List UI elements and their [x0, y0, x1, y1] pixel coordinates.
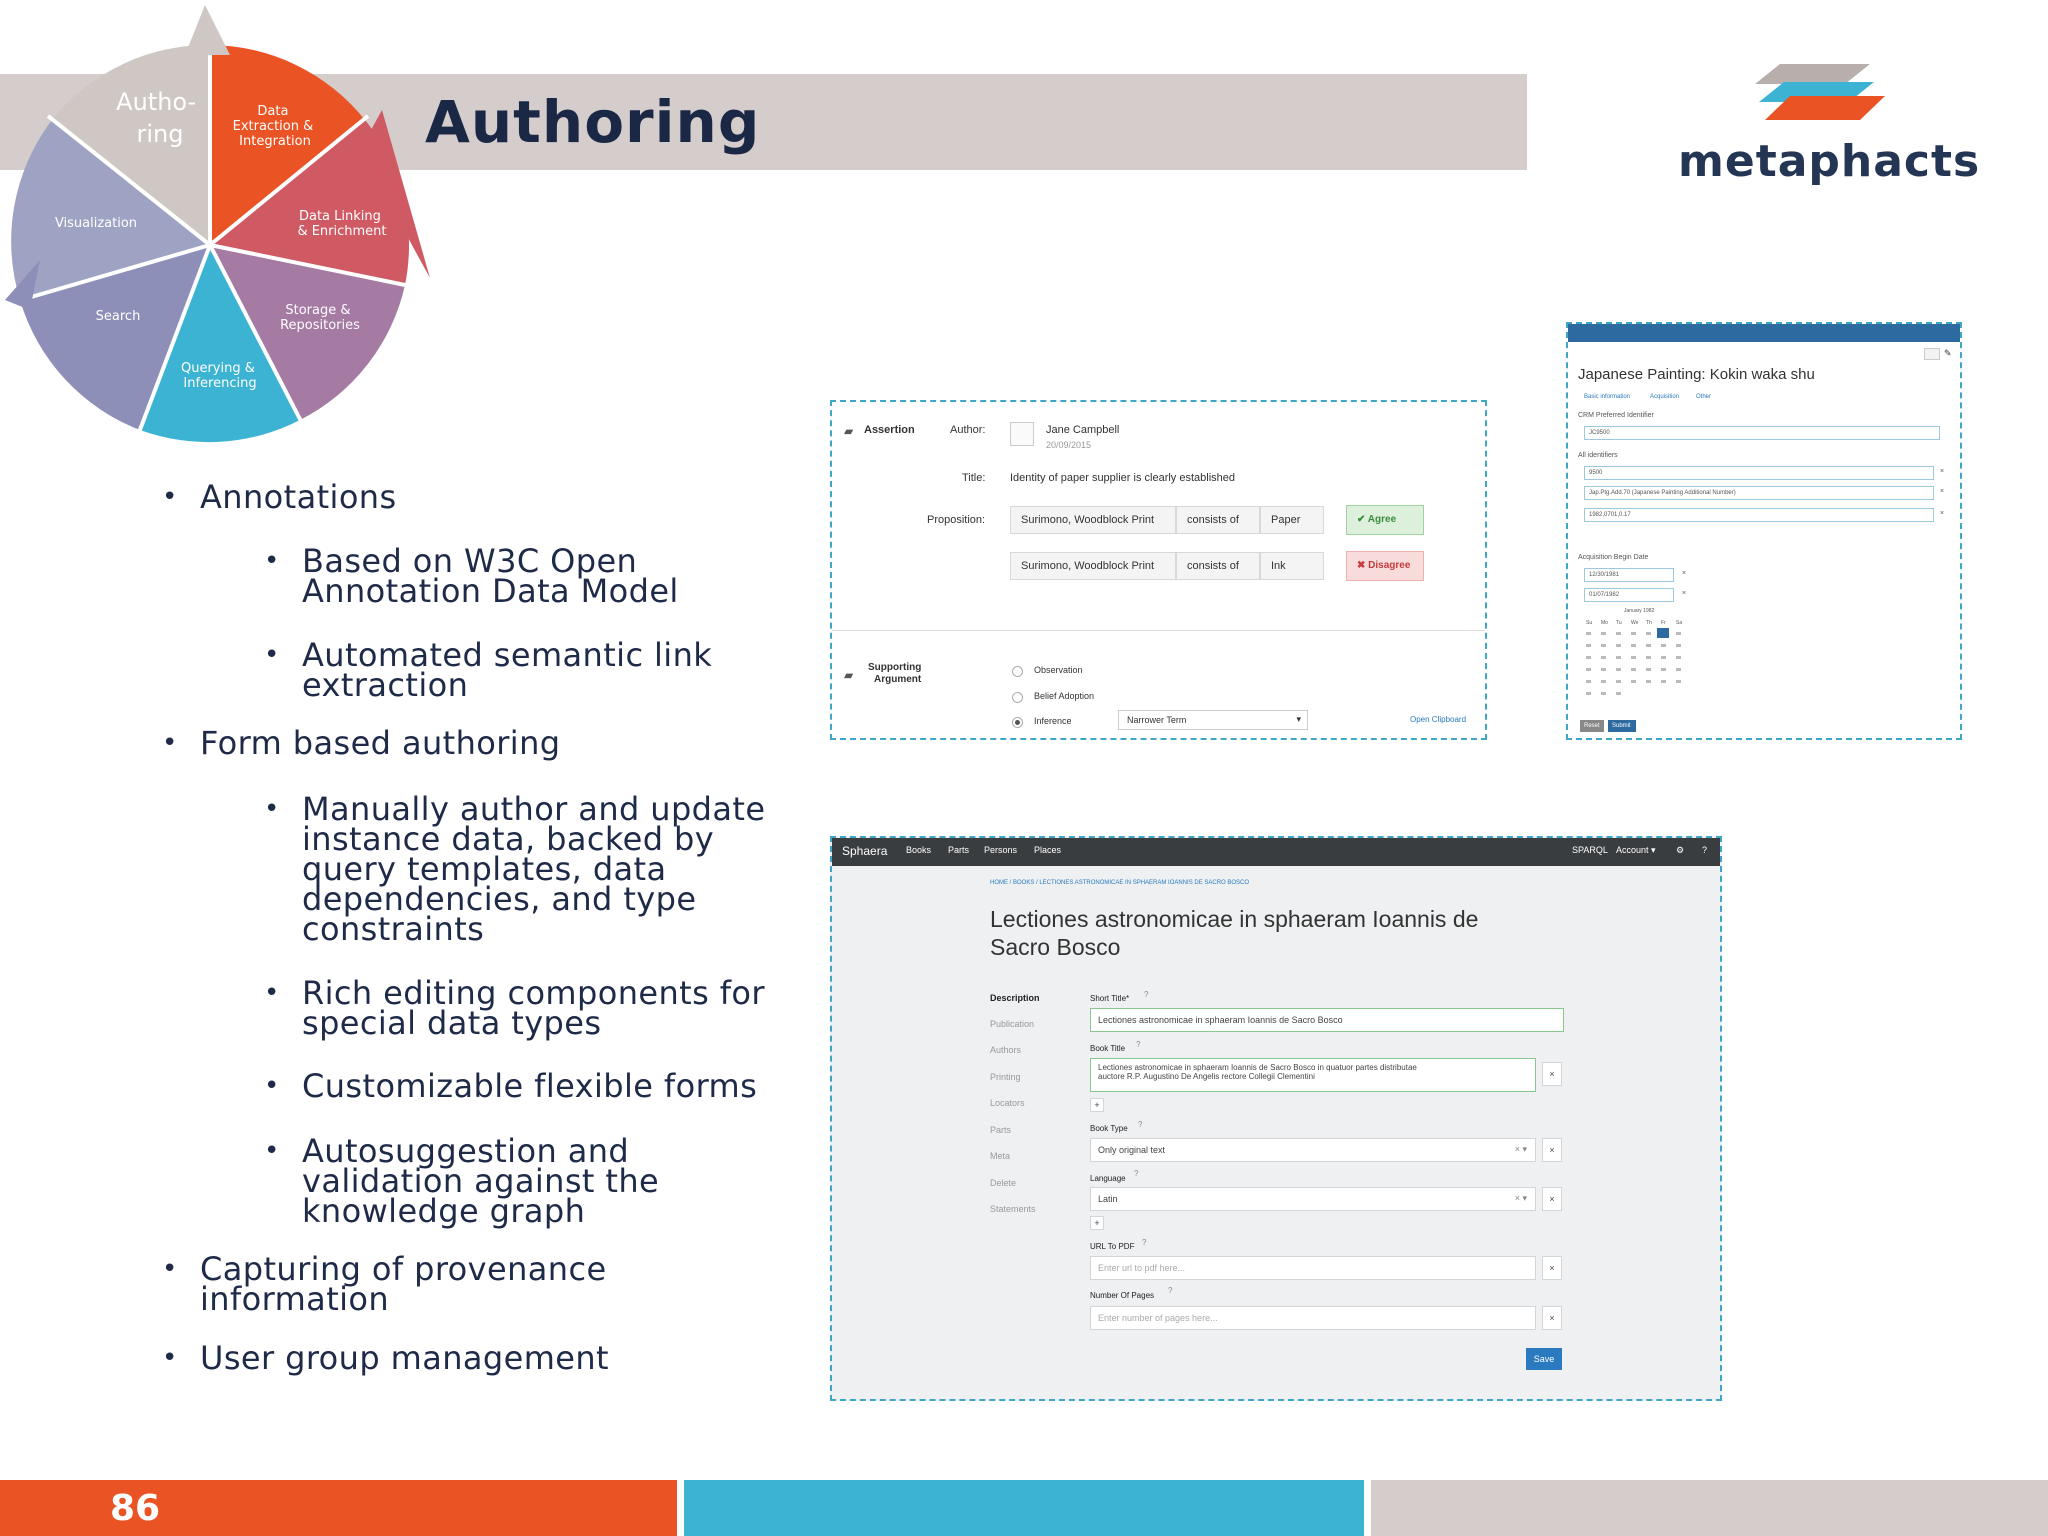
acquisition-date-field[interactable]: 01/07/1982	[1584, 588, 1674, 602]
proposition-predicate[interactable]: consists of	[1176, 506, 1260, 534]
clear-chevron-icon[interactable]: × ▾	[1514, 1144, 1527, 1154]
identifier-field[interactable]: 1982,0701,0.17	[1584, 508, 1934, 522]
remove-icon[interactable]: ×	[1940, 468, 1945, 475]
tab-basic-info[interactable]: Basic information	[1584, 394, 1631, 400]
nav-parts[interactable]: Parts	[948, 845, 970, 855]
option-observation: Observation	[1034, 665, 1083, 675]
comment-icon: ▰	[844, 424, 854, 438]
footer-bar-blue	[684, 1480, 1364, 1536]
open-clipboard-link[interactable]: Open Clipboard	[1410, 715, 1467, 724]
comments-icon: ▰	[844, 668, 854, 682]
nav-books[interactable]: Books	[906, 845, 932, 855]
help-icon: ?	[1136, 1040, 1141, 1049]
pages-input[interactable]: Enter number of pages here...	[1090, 1306, 1536, 1330]
help-icon: ?	[1168, 1286, 1173, 1295]
supporting-argument-label: Supporting	[868, 662, 922, 673]
language-select[interactable]: Latin × ▾	[1090, 1187, 1536, 1211]
sidebar-item-delete[interactable]: Delete	[990, 1178, 1017, 1188]
help-icon[interactable]: ?	[1702, 845, 1708, 855]
wheel-label-querying: Querying & Inferencing	[180, 361, 257, 391]
gear-icon[interactable]: ⚙	[1676, 845, 1685, 855]
avatar	[1010, 422, 1034, 446]
metaphacts-logo	[1660, 48, 1981, 188]
tab-other[interactable]: Other	[1696, 394, 1712, 400]
title-value: Identity of paper supplier is clearly established	[1010, 472, 1236, 484]
submit-button[interactable]: Submit	[1608, 720, 1636, 732]
disagree-button[interactable]: ✖ Disagree	[1346, 551, 1424, 581]
proposition-object[interactable]: Ink	[1260, 552, 1324, 580]
author-label: Author:	[950, 424, 986, 436]
book-heading-line1: Lectiones astronomicae in sphaeram Ioannis de	[990, 906, 1479, 932]
sub-bullet-rich-editing: • Rich editing components for special data types	[264, 974, 765, 1042]
sub-bullet-autosuggestion: • Autosuggestion and validation against the knowledge graph	[264, 1132, 660, 1230]
sidebar-item-printing[interactable]: Printing	[990, 1072, 1021, 1082]
chevron-down-icon: ▾	[1296, 714, 1301, 724]
weekday-label: Tu	[1616, 620, 1622, 626]
sidebar-item-description[interactable]: Description	[990, 993, 1040, 1003]
sub-bullet-custom-forms: • Customizable flexible forms	[264, 1067, 758, 1105]
proposition-predicate[interactable]: consists of	[1176, 552, 1260, 580]
preferred-id-field[interactable]: JC9500	[1584, 426, 1940, 440]
remove-icon[interactable]: ×	[1682, 570, 1687, 577]
sphaera-screenshot	[830, 836, 1722, 1401]
nav-places[interactable]: Places	[1034, 845, 1062, 855]
sidebar-item-parts[interactable]: Parts	[990, 1125, 1012, 1135]
sidebar-item-locators[interactable]: Locators	[990, 1098, 1025, 1108]
bullet-dot: •	[264, 978, 280, 1008]
pages-label: Number Of Pages	[1090, 1291, 1155, 1300]
bullet-dot: •	[162, 1343, 178, 1373]
save-button[interactable]: Save	[1526, 1348, 1562, 1370]
bullet-dot: •	[264, 640, 280, 670]
section-divider	[832, 630, 1485, 631]
supporting-argument-label: Argument	[874, 674, 922, 685]
bullet-form-authoring: • Form based authoring	[162, 724, 561, 762]
bullet-dot: •	[162, 728, 178, 758]
tab-acquisition[interactable]: Acquisition	[1650, 394, 1680, 400]
wheel-label-linking: Data Linking & Enrichment	[297, 209, 387, 239]
bullet-dot: •	[162, 1254, 178, 1284]
date-picker[interactable]	[1584, 606, 1688, 698]
sphaera-navbar	[832, 838, 1720, 866]
slide-title: Authoring	[425, 88, 761, 156]
assertion-screenshot	[830, 400, 1487, 740]
sub-bullet-link-extraction: • Automated semantic link extraction	[264, 636, 713, 704]
weekday-label: Sa	[1676, 620, 1683, 626]
identifier-field[interactable]: Jap.Ptg.Add.70 (Japanese Painting Additional Number)	[1584, 486, 1934, 500]
book-type-label: Book Type	[1090, 1124, 1128, 1133]
author-name: Jane Campbell	[1046, 424, 1120, 436]
option-belief-adoption: Belief Adoption	[1034, 691, 1095, 701]
sidebar-item-statements[interactable]: Statements	[990, 1204, 1036, 1214]
pdf-url-label: URL To PDF	[1090, 1242, 1135, 1251]
proposition-subject[interactable]: Surimono, Woodblock Print	[1010, 506, 1176, 534]
sidebar-item-authors[interactable]: Authors	[990, 1045, 1022, 1055]
weekday-label: We	[1631, 620, 1639, 626]
all-ids-label: All identifiers	[1578, 452, 1618, 459]
sub-bullet-manual-author: • Manually author and update instance data, backed by query templates, data dependencies, and type constraints	[264, 790, 766, 948]
proposition-label: Proposition:	[927, 514, 986, 526]
calendar-month: January 1982	[1624, 608, 1655, 614]
breadcrumb[interactable]: HOME / BOOKS / LECTIONES ASTRONOMICAE IN SPHAERAM IOANNIS DE SACRO BOSCO	[990, 880, 1250, 886]
footer-bar-orange	[0, 1480, 677, 1536]
add-button[interactable]: +	[1090, 1216, 1104, 1230]
remove-icon[interactable]: ×	[1940, 510, 1945, 517]
help-icon: ?	[1142, 1238, 1147, 1247]
nav-sparql[interactable]: SPARQL	[1572, 845, 1608, 855]
remove-button[interactable]: ×	[1542, 1256, 1562, 1280]
weekday-label: Fr	[1661, 620, 1666, 626]
remove-icon[interactable]: ×	[1940, 488, 1945, 495]
sub-bullet-w3c: • Based on W3C Open Annotation Data Model	[264, 542, 679, 610]
proposition-subject[interactable]: Surimono, Woodblock Print	[1010, 552, 1176, 580]
acquisition-date-label: Acquisition Begin Date	[1578, 554, 1649, 561]
agree-button[interactable]: ✔ Agree	[1346, 505, 1424, 535]
footer-bar-grey	[1371, 1480, 2048, 1536]
radio-observation[interactable]	[1012, 666, 1023, 677]
bullet-dot: •	[264, 794, 280, 824]
painting-form-screenshot	[1566, 322, 1962, 740]
book-heading-line2: Sacro Bosco	[990, 934, 1121, 960]
pdf-url-input[interactable]: Enter url to pdf here...	[1090, 1256, 1536, 1280]
book-title-label: Book Title	[1090, 1044, 1126, 1053]
metaphacts-logo-mark	[1750, 54, 1890, 124]
bullet-dot: •	[264, 546, 280, 576]
assertion-date: 20/09/2015	[1046, 440, 1092, 450]
wheel-label-authoring: Autho- ring	[116, 88, 197, 148]
weekday-label: Su	[1586, 620, 1593, 626]
bullet-annotations: • Annotations	[162, 478, 397, 516]
add-button[interactable]: +	[1090, 1098, 1104, 1112]
weekday-label: Mo	[1601, 620, 1608, 626]
inference-select[interactable]: Narrower Term ▾	[1118, 710, 1308, 730]
preferred-id-label: CRM Preferred Identifier	[1578, 412, 1654, 419]
title-label: Title:	[962, 472, 986, 484]
assertion-heading: Assertion	[864, 424, 915, 436]
form-title: Japanese Painting: Kokin waka shu	[1578, 366, 1815, 383]
radio-belief-adoption[interactable]	[1012, 692, 1023, 703]
sidebar-item-publication[interactable]: Publication	[990, 1019, 1035, 1029]
sphaera-brand[interactable]: Sphaera	[842, 844, 888, 858]
identifier-field[interactable]: 9500	[1584, 466, 1934, 480]
remove-button[interactable]: ×	[1542, 1062, 1562, 1086]
bullet-dot: •	[264, 1136, 280, 1166]
nav-account[interactable]: Account ▾	[1616, 845, 1656, 855]
logo-wordmark: metaphacts	[1678, 136, 1981, 187]
option-inference: Inference	[1034, 716, 1072, 726]
short-title-input[interactable]: Lectiones astronomicae in sphaeram Ioannis de Sacro Bosco	[1090, 1008, 1564, 1032]
short-title-label: Short Title*	[1090, 994, 1130, 1003]
clear-chevron-icon[interactable]: × ▾	[1514, 1193, 1527, 1203]
bullet-user-groups: • User group management	[162, 1339, 609, 1377]
bullet-provenance: • Capturing of provenance information	[162, 1250, 607, 1318]
weekday-label: Th	[1646, 620, 1652, 626]
help-icon: ?	[1134, 1169, 1139, 1178]
star-button[interactable]	[1924, 348, 1940, 360]
wheel-label-storage: Storage & Repositories	[280, 303, 360, 333]
reset-button[interactable]: Reset	[1580, 720, 1604, 732]
wheel-label-extraction: Data Extraction & Integration	[232, 104, 314, 149]
sidebar-item-meta[interactable]: Meta	[990, 1151, 1011, 1161]
page-number: 86	[110, 1488, 161, 1529]
app-topbar	[1568, 324, 1960, 342]
book-type-select[interactable]: Only original text × ▾	[1090, 1138, 1536, 1162]
bullet-dot: •	[162, 482, 178, 512]
bullet-dot: •	[264, 1071, 280, 1101]
proposition-object[interactable]: Paper	[1260, 506, 1324, 534]
remove-button[interactable]: ×	[1542, 1187, 1562, 1211]
bullet-list	[0, 0, 800, 1420]
wheel-label-visualization: Visualization	[54, 216, 138, 231]
wheel-label-search: Search	[95, 309, 141, 324]
acquisition-date-field[interactable]: 12/30/1981	[1584, 568, 1674, 582]
remove-button[interactable]: ×	[1542, 1138, 1562, 1162]
remove-button[interactable]: ×	[1542, 1306, 1562, 1330]
language-label: Language	[1090, 1174, 1126, 1183]
book-title-textarea[interactable]: Lectiones astronomicae in sphaeram Ioannis de Sacro Bosco in quatuor partes distributae auctore R.P. Augustino De Angelis rectore Collegii Clementini	[1090, 1058, 1536, 1092]
edit-icon[interactable]: ✎	[1944, 348, 1952, 358]
nav-persons[interactable]: Persons	[984, 845, 1018, 855]
remove-icon[interactable]: ×	[1682, 590, 1687, 597]
help-icon: ?	[1138, 1120, 1143, 1129]
help-icon: ?	[1144, 990, 1149, 999]
radio-inference[interactable]	[1012, 717, 1023, 728]
calendar-grid	[1584, 628, 1688, 698]
